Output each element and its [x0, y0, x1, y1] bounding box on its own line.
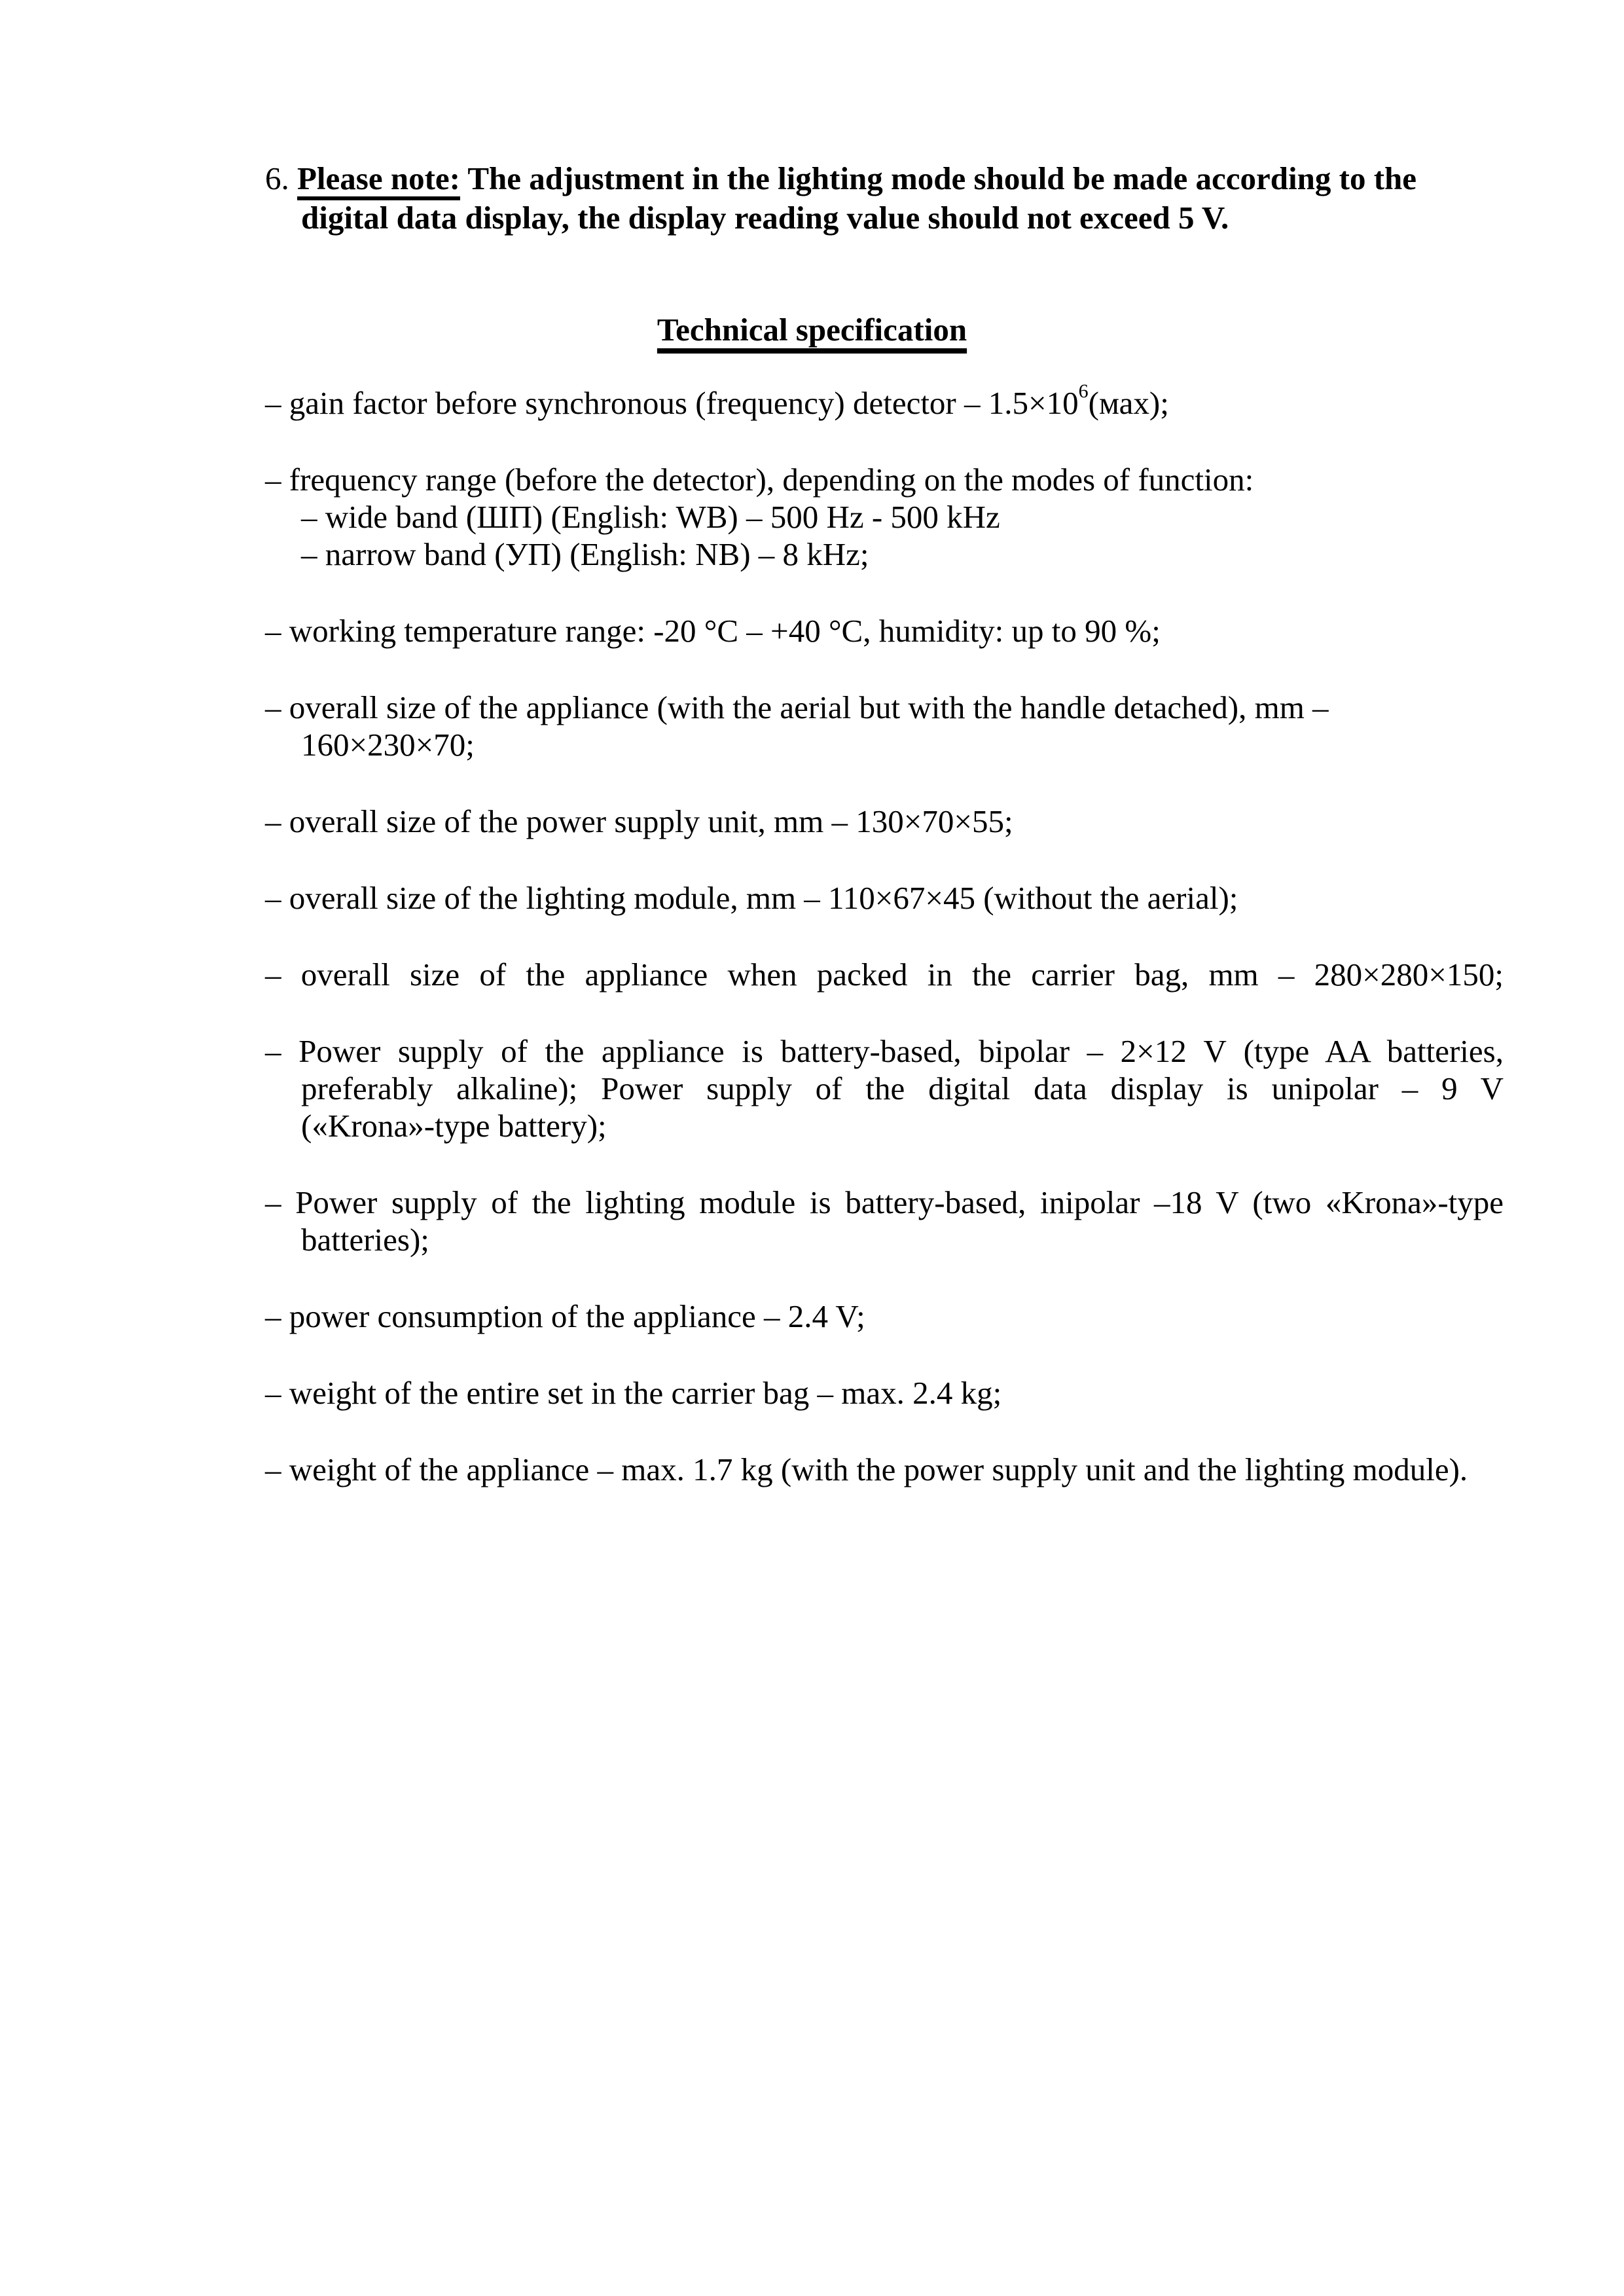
note-line-2: digital data display, the display reading value should not exceed 5 V.: [301, 200, 1229, 236]
spec-weight-set: – weight of the entire set in the carrier bag – max. 2.4 kg;: [265, 1375, 1002, 1411]
spec-size-power-supply: – overall size of the power supply unit, mm – 130×70×55;: [265, 803, 1013, 839]
spec-weight-appliance: – weight of the appliance – max. 1.7 kg (with the power supply unit and the lighting module).: [265, 1451, 1468, 1487]
spec-power-appliance-line-3: («Krona»-type battery);: [301, 1108, 607, 1144]
spec-power-lighting-line-2: batteries);: [301, 1222, 429, 1258]
spec-power-appliance-line-1: – Power supply of the appliance is battery-based, bipolar – 2×12 V (type AA batteries,: [265, 1033, 1504, 1069]
spec-size-lighting-module: – overall size of the lighting module, mm – 110×67×45 (without the aerial);: [265, 880, 1238, 916]
spec-gain-factor: [265, 380, 1504, 422]
spec-frequency-range: – frequency range (before the detector), depending on the modes of function:: [265, 462, 1254, 498]
spec-power-consumption: – power consumption of the appliance – 2.4 V;: [265, 1298, 865, 1334]
spec-power-appliance-line-2: preferably alkaline); Power supply of the digital data display is unipolar – 9 V: [301, 1070, 1504, 1106]
spec-temperature: – working temperature range: -20 °C – +40 °C, humidity: up to 90 %;: [265, 613, 1161, 649]
spec-size-packed: – overall size of the appliance when packed in the carrier bag, mm – 280×280×150;: [265, 957, 1504, 993]
spec-size-appliance-line-2: 160×230×70;: [301, 727, 475, 763]
note-spacer: [289, 160, 297, 196]
spec-gain-suffix: (мах);: [1088, 385, 1169, 421]
section-title: [0, 311, 1624, 348]
note-text: The adjustment in the lighting mode should be made according to the: [460, 160, 1417, 196]
note-line-1: [265, 159, 1504, 198]
spec-size-appliance-line-1: – overall size of the appliance (with the aerial but with the handle detached), mm –: [265, 689, 1329, 725]
page-content: [265, 0, 1504, 1488]
note-label: Please note:: [297, 160, 460, 196]
note-block: [265, 0, 1504, 238]
spec-power-lighting-line-1: – Power supply of the lighting module is battery-based, inipolar –18 V (two «Krona»-type: [265, 1184, 1504, 1220]
section-title-text: Technical specification: [657, 312, 967, 348]
note-number: 6.: [265, 160, 289, 196]
spec-wide-band: – wide band (ШП) (English: WB) – 500 Hz - 500 kHz: [301, 499, 1000, 535]
spec-gain-exponent: 6: [1078, 380, 1089, 402]
spec-gain-prefix: – gain factor before synchronous (frequency) detector – 1.5×10: [265, 385, 1079, 421]
spec-narrow-band: – narrow band (УП) (English: NB) – 8 kHz;: [301, 536, 869, 572]
